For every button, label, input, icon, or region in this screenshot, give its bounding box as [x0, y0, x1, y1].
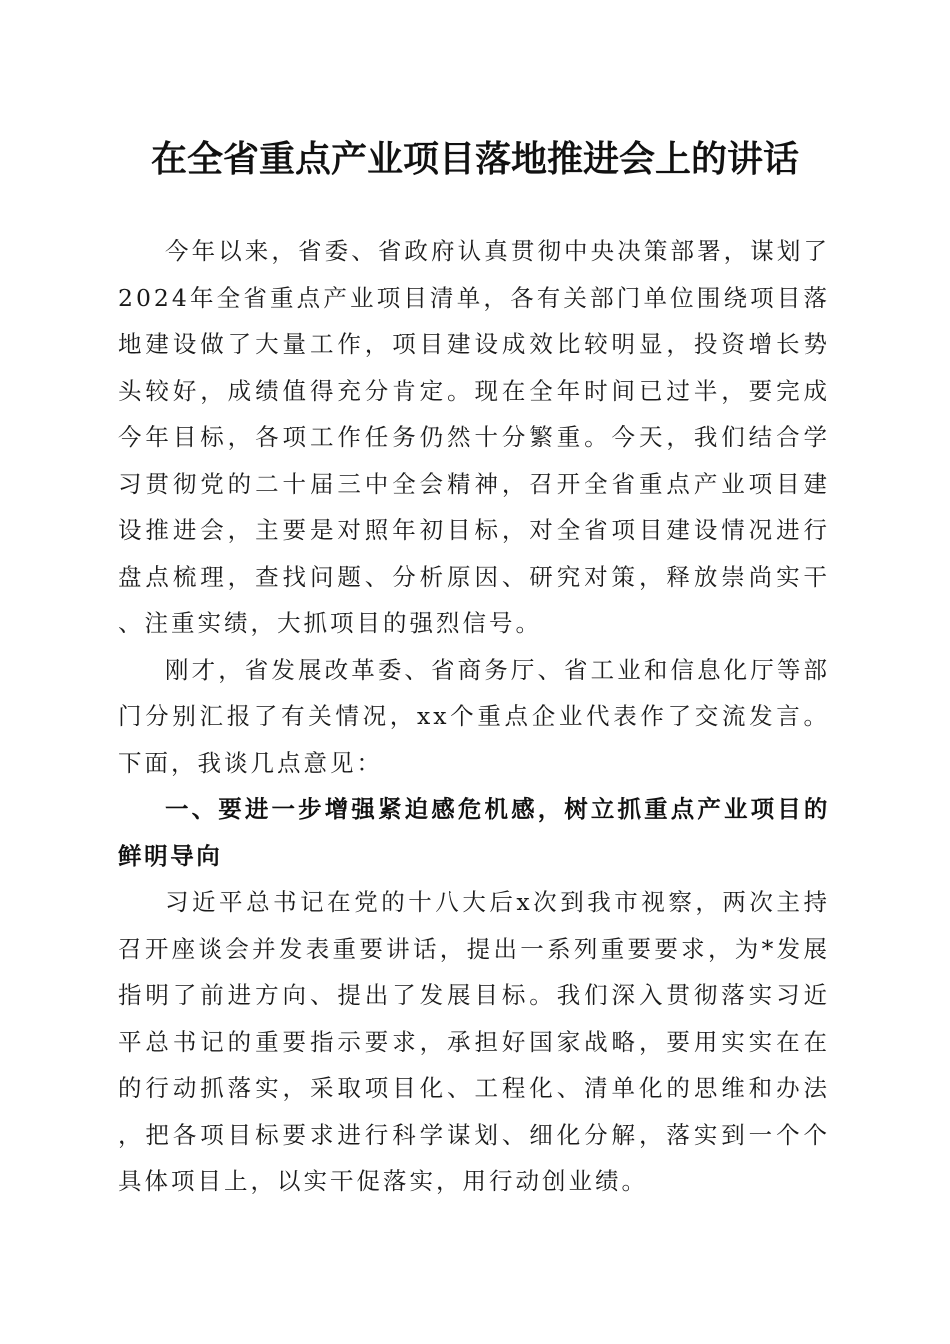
section-one-paragraph: 习近平总书记在党的十八大后x次到我市视察，两次主持召开座谈会并发表重要讲话，提出一系列重要要求，为*发展指明了前进方向、提出了发展目标。我们深入贯彻落实习近平总书记的重要指示要求，承担好国家战略，要用实实在在的行动抓落实，采取项目化、工程化、清单化的思维和办法，把各项目标要求进行科学谋划、细化分解，落实到一个个具体项目上，以实干促落实，用行动创业绩。 [118, 888, 830, 1195]
body-paragraph-intro: 今年以来，省委、省政府认真贯彻中央决策部署，谋划了2024年全省重点产业项目清单，各有关部门单位围绕项目落地建设做了大量工作，项目建设成效比较明显，投资增长势头较好，成绩值得充分肯定。现在全年时间已过半，要完成今年目标，各项工作任务仍然十分繁重。今天，我们结合学习贯彻党的二十届三中全会精神，召开全省重点产业项目建设推进会，主要是对照年初目标，对全省项目建设情况进行盘点梳理，查找问题、分析原因、研究对策，释放崇尚实干、注重实绩，大抓项目的强烈信号。 [118, 237, 830, 637]
body-paragraph-reports: 刚才，省发展改革委、省商务厅、省工业和信息化厅等部门分别汇报了有关情况，xx个重点企业代表作了交流发言。下面，我谈几点意见： [118, 655, 830, 777]
section-heading-one: 一、要进一步增强紧迫感危机感，树立抓重点产业项目的鲜明导向 [118, 795, 830, 870]
document-body [118, 228, 830, 1205]
document-title: 在全省重点产业项目落地推进会上的讲话 [150, 138, 799, 180]
